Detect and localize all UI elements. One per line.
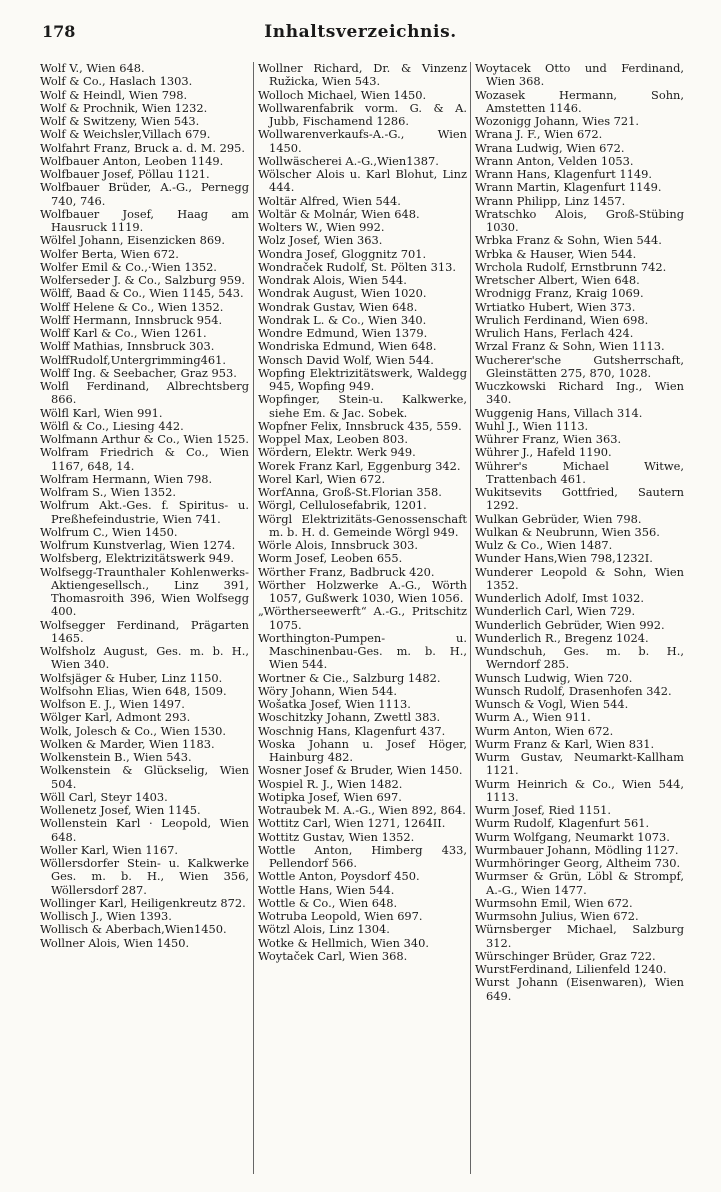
index-entry: Wunderer Leopold & Sohn, Wien 1352. bbox=[475, 564, 684, 592]
index-entry: Wölfel Johann, Eisenzicken 869. bbox=[40, 233, 225, 248]
index-entry: Wördern, Elektr. Werk 949. bbox=[258, 445, 416, 460]
index-entry: Wrana Ludwig, Wien 672. bbox=[475, 140, 625, 155]
index-entry: Wottle Anton, Poysdorf 450. bbox=[258, 869, 420, 884]
index-entry: Worm Josef, Leoben 655. bbox=[258, 551, 403, 566]
index-entry: Wrbka Franz & Sohn, Wien 544. bbox=[475, 233, 662, 248]
index-entry: Wratschko Alois, Groß-Stübing 1030. bbox=[475, 206, 684, 234]
index-entry: Wurm Josef, Ried 1151. bbox=[475, 803, 611, 817]
index-entry: Wrulich Hans, Ferlach 424. bbox=[475, 326, 634, 340]
index-entry: Wulz & Co., Wien 1487. bbox=[475, 538, 613, 552]
index-entry: Wurmbauer Johann, Mödling 1127. bbox=[475, 842, 679, 857]
index-entry: Würnsberger Michael, Salzburg 312. bbox=[475, 922, 684, 950]
index-entry: Wucherer'sche Gutsherrschaft, Gleinstätten 275, 870, 1028. bbox=[475, 352, 684, 380]
index-entry: Wurm Gustav, Neumarkt-Kallham 1121. bbox=[475, 750, 684, 778]
index-entry: Wolfahrt Franz, Bruck a. d. M. 295. bbox=[40, 140, 246, 155]
index-entry: Wolfsholz August, Ges. m. b. H., Wien 340. bbox=[40, 644, 249, 672]
index-entry: Wolfbauer Josef, Haag am Hausruck 1119. bbox=[40, 206, 249, 234]
index-entry: Wolfbauer Josef, Pöllau 1121. bbox=[40, 167, 210, 181]
index-entry: Wretscher Albert, Wien 648. bbox=[475, 273, 640, 287]
index-entry: Wolfsegg-Traunthaler Kohlenwerks-Aktiengesellsch., Linz 391, Thomasroith 396, Wien Wolfsegg 400. bbox=[40, 564, 249, 619]
index-entry: Worthington-Pumpen- u. Maschinenbau-Ges. m. b. H., Wien 544. bbox=[258, 630, 467, 672]
index-entry: Wolf & Switzeny, Wien 543. bbox=[40, 114, 200, 128]
index-entry: Wolfrum Akt.-Ges. f. Spiritus- u. Preßhefeindustrie, Wien 741. bbox=[40, 498, 249, 526]
index-entry: Wolloch Michael, Wien 1450. bbox=[258, 87, 427, 102]
index-entry: Woltär & Molnár, Wien 648. bbox=[258, 206, 420, 221]
index-entry: Wulkan Gebrüder, Wien 798. bbox=[475, 511, 642, 526]
index-entry: Wunsch & Vogl, Wien 544. bbox=[475, 697, 629, 711]
index-entry: Wulkan & Neubrunn, Wien 356. bbox=[475, 524, 660, 539]
index-entry: Wrulich Ferdinand, Wien 698. bbox=[475, 312, 649, 327]
index-entry: Wührer's Michael Witwe, Trattenbach 461. bbox=[475, 458, 684, 486]
index-entry: Wurm A., Wien 911. bbox=[475, 710, 591, 725]
index-entry: Wolfbauer Brüder, A.-G., Pernegg 740, 746. bbox=[40, 180, 249, 208]
index-entry: Wolferseder J. & Co., Salzburg 959. bbox=[40, 273, 246, 287]
index-entry: Wolff Ing. & Seebacher, Graz 953. bbox=[40, 365, 237, 380]
index-entry: Wurmhöringer Georg, Altheim 730. bbox=[475, 856, 681, 870]
index-entry: Wrana J. F., Wien 672. bbox=[475, 127, 603, 142]
index-entry: Woytaček Carl, Wien 368. bbox=[258, 948, 408, 963]
index-entry: Wortner & Cie., Salzburg 1482. bbox=[258, 670, 441, 685]
index-entry: Wölfl & Co., Liesing 442. bbox=[40, 418, 184, 433]
index-column-1 bbox=[40, 62, 249, 1177]
index-entry: Woschnig Hans, Klagenfurt 437. bbox=[258, 723, 446, 738]
index-entry: Wollwarenverkaufs-A.-G., Wien 1450. bbox=[258, 127, 467, 155]
index-entry: Wottitz Carl, Wien 1271, 1264II. bbox=[258, 816, 446, 831]
index-entry: Wolff Karl & Co., Wien 1261. bbox=[40, 326, 207, 340]
index-entry: Wundschuh, Ges. m. b. H., Werndorf 285. bbox=[475, 644, 684, 672]
page-number: 178 bbox=[42, 22, 76, 41]
index-entry: Wrodnigg Franz, Kraig 1069. bbox=[475, 286, 644, 301]
index-entry: Wolfrum C., Wien 1450. bbox=[40, 524, 178, 539]
index-entry: Wolkenstein & Glückselig, Wien 504. bbox=[40, 763, 249, 791]
index-entry: Wollenstein Karl · Leopold, Wien 648. bbox=[40, 816, 249, 844]
index-entry: Wolf & Weichsler,Villach 679. bbox=[40, 127, 211, 142]
index-entry: Wondraček Rudolf, St. Pölten 313. bbox=[258, 259, 457, 274]
index-entry: WorfAnna, Groß-St.Florian 358. bbox=[258, 485, 442, 499]
index-entry: Wopfing Elektrizitätswerk, Waldegg 945, Wopfing 949. bbox=[258, 365, 467, 393]
index-entry: Wurm Anton, Wien 672. bbox=[475, 723, 614, 738]
index-entry: Woschitzky Johann, Zwettl 383. bbox=[258, 710, 441, 725]
index-entry: Wurm Wolfgang, Neumarkt 1073. bbox=[475, 829, 670, 844]
index-entry: Wunderlich Carl, Wien 729. bbox=[475, 604, 636, 619]
index-column-3 bbox=[475, 62, 684, 1177]
index-entry: Wopfner Felix, Innsbruck 435, 559. bbox=[258, 418, 462, 433]
index-entry: Wrchola Rudolf, Ernstbrunn 742. bbox=[475, 259, 667, 274]
index-entry: Wolf & Prochnik, Wien 1232. bbox=[40, 100, 208, 115]
index-entry: Wottitz Gustav, Wien 1352. bbox=[258, 829, 415, 844]
index-entry: Wolff Helene & Co., Wien 1352. bbox=[40, 299, 224, 314]
index-entry: Wuczkowski Richard Ing., Wien 340. bbox=[475, 379, 684, 407]
index-entry: Wrzal Franz & Sohn, Wien 1113. bbox=[475, 339, 665, 354]
index-entry: Wollner Alois, Wien 1450. bbox=[40, 935, 190, 950]
index-entry: Wolken & Marder, Wien 1183. bbox=[40, 736, 215, 751]
index-entry: Wolfsjäger & Huber, Linz 1150. bbox=[40, 670, 223, 685]
index-entry: Wölfl Karl, Wien 991. bbox=[40, 405, 163, 420]
index-entry: Wöll Carl, Steyr 1403. bbox=[40, 789, 168, 804]
index-entry: Wollinger Karl, Heiligenkreutz 872. bbox=[40, 895, 246, 910]
index-entry: Wolfer Berta, Wien 672. bbox=[40, 246, 179, 261]
index-entry: Wörgl, Cellulosefabrik, 1201. bbox=[258, 498, 427, 513]
index-entry: Wukitsevits Gottfried, Sautern 1292. bbox=[475, 485, 684, 513]
index-entry: Wolff Mathias, Innsbruck 303. bbox=[40, 339, 215, 354]
index-entry: Wrtiatko Hubert, Wien 373. bbox=[475, 299, 636, 314]
index-entry: Wondrak Gustav, Wien 648. bbox=[258, 299, 418, 314]
index-entry: Wöllersdorfer Stein- u. Kalkwerke Ges. m. b. H., Wien 356, Wöllersdorf 287. bbox=[40, 856, 249, 897]
index-entry: Wörgl Elektrizitäts-Genossenschaft m. b. H. d. Gemeinde Wörgl 949. bbox=[258, 511, 467, 539]
index-entry: Wolfram S., Wien 1352. bbox=[40, 485, 177, 499]
index-entry: Wondra Josef, Gloggnitz 701. bbox=[258, 246, 427, 261]
index-entry: Wolf V., Wien 648. bbox=[40, 62, 145, 75]
index-entry: Wondrak L. & Co., Wien 340. bbox=[258, 312, 427, 327]
index-entry: Wrann Philipp, Linz 1457. bbox=[475, 193, 626, 208]
index-entry: Wotipka Josef, Wien 697. bbox=[258, 789, 402, 804]
index-entry: Woltär Alfred, Wien 544. bbox=[258, 193, 401, 208]
index-entry: Worel Karl, Wien 672. bbox=[258, 471, 386, 486]
index-entry: Wolfsegger Ferdinand, Prägarten 1465. bbox=[40, 617, 249, 645]
index-entry: Wurmsohn Emil, Wien 672. bbox=[475, 895, 633, 910]
index-entry: Worek Franz Karl, Eggenburg 342. bbox=[258, 458, 461, 473]
index-entry: Wrbka & Hauser, Wien 544. bbox=[475, 246, 637, 261]
index-entry: Wolfsohn Elias, Wien 648, 1509. bbox=[40, 683, 227, 698]
index-entry: Wollwarenfabrik vorm. G. & A. Jubb, Fischamend 1286. bbox=[258, 100, 467, 128]
index-entry: Wurm Heinrich & Co., Wien 544, 1113. bbox=[475, 776, 684, 804]
index-entry: Wondrak August, Wien 1020. bbox=[258, 286, 427, 301]
index-entry: Wötzl Alois, Linz 1304. bbox=[258, 922, 390, 937]
index-entry: Wotke & Hellmich, Wien 340. bbox=[258, 935, 429, 950]
index-entry: Wöry Johann, Wien 544. bbox=[258, 683, 397, 698]
column-divider bbox=[470, 62, 471, 1174]
index-entry: Wurmsohn Julius, Wien 672. bbox=[475, 909, 639, 923]
index-entry: Wörther Franz, Badbruck 420. bbox=[258, 564, 435, 579]
index-entry: Woller Karl, Wien 1167. bbox=[40, 842, 178, 857]
index-entry: Wrann Hans, Klagenfurt 1149. bbox=[475, 167, 652, 181]
index-entry: Wrann Anton, Velden 1053. bbox=[475, 153, 634, 168]
page-title: Inhaltsverzeichnis. bbox=[264, 22, 457, 42]
index-entry: Wottle & Co., Wien 648. bbox=[258, 895, 398, 910]
index-entry: Wolters W., Wien 992. bbox=[258, 220, 385, 234]
index-columns bbox=[40, 62, 690, 1177]
index-entry: Wolfer Emil & Co.,·Wien 1352. bbox=[40, 259, 217, 274]
index-entry: Wolfbauer Anton, Leoben 1149. bbox=[40, 153, 224, 168]
index-entry: Wölger Karl, Admont 293. bbox=[40, 710, 191, 725]
index-entry: Wölff, Baad & Co., Wien 1145, 543. bbox=[40, 286, 244, 301]
index-entry: Wörther Holzwerke A.-G., Wörth 1057, Gußwerk 1030, Wien 1056. bbox=[258, 577, 467, 605]
index-entry: Wunderlich Adolf, Imst 1032. bbox=[475, 591, 645, 605]
index-entry: Wolfsberg, Elektrizitätswerk 949. bbox=[40, 551, 235, 566]
index-entry: Wolf & Heindl, Wien 798. bbox=[40, 87, 188, 102]
index-entry: Woska Johann u. Josef Höger, Hainburg 482. bbox=[258, 736, 467, 764]
index-entry: Wozasek Hermann, Sohn, Amstetten 1146. bbox=[475, 87, 684, 115]
index-entry: Woppel Max, Leoben 803. bbox=[258, 432, 409, 446]
index-entry: Wonsch David Wolf, Wien 544. bbox=[258, 352, 434, 367]
index-entry: Wührer Franz, Wien 363. bbox=[475, 432, 622, 446]
index-entry: „Wörtherseewerft“ A.-G., Pritschitz 1075. bbox=[258, 604, 467, 632]
index-entry: WurstFerdinand, Lilienfeld 1240. bbox=[475, 962, 667, 976]
index-entry: Wotruba Leopold, Wien 697. bbox=[258, 909, 423, 923]
index-column-2 bbox=[258, 62, 467, 1177]
index-entry: Wozonigg Johann, Wies 721. bbox=[475, 114, 640, 128]
index-entry: Wurm Rudolf, Klagenfurt 561. bbox=[475, 816, 650, 831]
index-entry: Wölscher Alois u. Karl Blohut, Linz 444. bbox=[258, 167, 467, 195]
index-entry: Wurmser & Grün, Löbl & Strompf, A.-G., Wien 1477. bbox=[475, 869, 684, 897]
index-entry: Wolfl Ferdinand, Albrechtsberg 866. bbox=[40, 379, 249, 407]
index-entry: Wrann Martin, Klagenfurt 1149. bbox=[475, 180, 662, 195]
index-entry: Wunder Hans,Wien 798,1232I. bbox=[475, 551, 653, 566]
index-entry: Wuhl J., Wien 1113. bbox=[475, 418, 589, 433]
index-entry: Wurst Johann (Eisenwaren), Wien 649. bbox=[475, 975, 684, 1003]
index-entry: Wollisch J., Wien 1393. bbox=[40, 909, 172, 923]
index-entry: Wunsch Rudolf, Drasenhofen 342. bbox=[475, 683, 672, 698]
index-entry: Wolff Hermann, Innsbruck 954. bbox=[40, 312, 223, 327]
index-entry: Wondrak Alois, Wien 544. bbox=[258, 273, 407, 287]
index-entry: Wunderlich R., Bregenz 1024. bbox=[475, 630, 649, 645]
index-entry: Wolkenstein B., Wien 543. bbox=[40, 750, 192, 764]
index-entry: Wospiel R. J., Wien 1482. bbox=[258, 776, 403, 791]
index-entry: Wunsch Ludwig, Wien 720. bbox=[475, 670, 633, 685]
index-entry: Wuggenig Hans, Villach 314. bbox=[475, 405, 643, 420]
index-entry: Wolz Josef, Wien 363. bbox=[258, 233, 383, 248]
index-entry: Wollwäscherei A.-G.,Wien1387. bbox=[258, 153, 439, 168]
index-entry: Wolfson E. J., Wien 1497. bbox=[40, 697, 185, 711]
index-entry: Wolfrum Kunstverlag, Wien 1274. bbox=[40, 538, 236, 552]
index-entry: Wührer J., Hafeld 1190. bbox=[475, 445, 612, 460]
index-entry: Wosner Josef & Bruder, Wien 1450. bbox=[258, 763, 463, 778]
index-entry: Wošatka Josef, Wien 1113. bbox=[258, 697, 411, 711]
index-entry: Wolk, Jolesch & Co., Wien 1530. bbox=[40, 723, 227, 738]
index-entry: Wottle Hans, Wien 544. bbox=[258, 882, 395, 897]
index-entry: WolffRudolf,Untergrimming461. bbox=[40, 352, 226, 367]
index-entry: Wunderlich Gebrüder, Wien 992. bbox=[475, 617, 665, 632]
index-entry: Wondriska Edmund, Wien 648. bbox=[258, 339, 437, 354]
column-divider bbox=[253, 62, 254, 1174]
index-entry: Wurm Franz & Karl, Wien 831. bbox=[475, 736, 655, 751]
index-entry: Woytacek Otto und Ferdinand, Wien 368. bbox=[475, 62, 684, 89]
index-entry: Wolfmann Arthur & Co., Wien 1525. bbox=[40, 432, 249, 446]
index-entry: Wörle Alois, Innsbruck 303. bbox=[258, 538, 419, 552]
index-entry: Wollisch & Aberbach,Wien1450. bbox=[40, 922, 227, 937]
page-header bbox=[36, 22, 685, 48]
index-entry: Wondre Edmund, Wien 1379. bbox=[258, 326, 428, 340]
index-entry: Würschinger Brüder, Graz 722. bbox=[475, 948, 656, 963]
index-entry: Wotraubek M. A.-G., Wien 892, 864. bbox=[258, 803, 466, 817]
index-entry: Wollner Richard, Dr. & Vinzenz Ružicka, Wien 543. bbox=[258, 62, 467, 89]
index-entry: Wolf & Co., Haslach 1303. bbox=[40, 74, 193, 89]
index-entry: Wolfram Hermann, Wien 798. bbox=[40, 471, 213, 486]
index-entry: Wolfram Friedrich & Co., Wien 1167, 648, 14. bbox=[40, 445, 249, 473]
index-entry: Wopfinger, Stein-u. Kalkwerke, siehe Em. & Jac. Sobek. bbox=[258, 392, 467, 420]
index-entry: Wottle Anton, Himberg 433, Pellendorf 566. bbox=[258, 842, 467, 870]
index-entry: Wollenetz Josef, Wien 1145. bbox=[40, 803, 201, 817]
